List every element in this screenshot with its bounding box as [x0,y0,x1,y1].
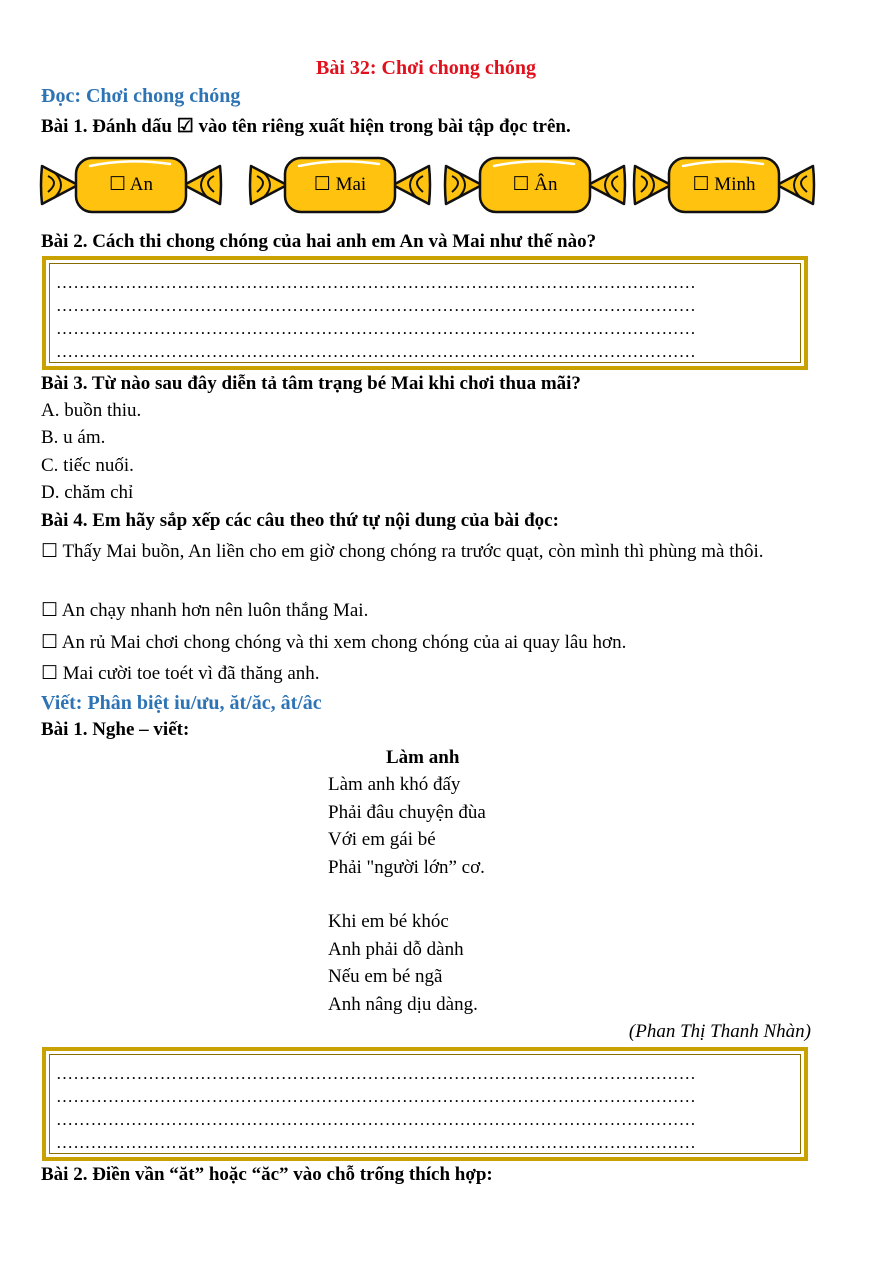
option-a[interactable]: A. buồn thiu. [41,400,142,421]
poem-line: Phải đâu chuyện đùa [328,802,486,823]
writing-heading: Viết: Phân biệt iu/ưu, ăt/ăc, ât/âc [41,692,322,714]
candy-label: ☐ Mai [313,174,367,195]
poem-line: Làm anh khó đấy [328,774,461,795]
order-item[interactable]: ☐ An chạy nhanh hơn nên luôn thắng Mai. [41,600,369,621]
exercise-4-prompt: Bài 4. Em hãy sắp xếp các câu theo thứ tự nội dung của bài đọc: [41,510,559,531]
answer-box-2[interactable] [42,1047,808,1161]
poem-line: Phải "người lớn” cơ. [328,857,485,878]
dotted-line[interactable]: ………………………………………………………………………………………………… [56,1133,697,1152]
page-title: Bài 32: Chơi chong chóng [316,57,536,79]
exercise-2-prompt: Bài 2. Cách thi chong chóng của hai anh em An và Mai như thế nào? [41,231,597,252]
candy-option-mai[interactable] [247,152,433,218]
answer-box-1[interactable] [42,256,808,370]
dotted-line[interactable]: ………………………………………………………………………………………………… [56,1110,697,1129]
poem-line: Anh nâng dịu dàng. [328,994,478,1015]
poem-line: Khi em bé khóc [328,911,449,932]
poem-line: Với em gái bé [328,829,436,850]
order-item[interactable]: ☐ Mai cười toe toét vì đã thăng anh. [41,663,320,684]
reading-heading: Đọc: Chơi chong chóng [41,85,241,107]
candy-option-an-hat[interactable] [442,152,628,218]
dotted-line[interactable]: ………………………………………………………………………………………………… [56,319,697,338]
option-c[interactable]: C. tiếc nuối. [41,455,134,476]
candy-option-an[interactable] [38,152,224,218]
dotted-line[interactable]: ………………………………………………………………………………………………… [56,296,697,315]
dotted-line[interactable]: ………………………………………………………………………………………………… [56,1087,697,1106]
dotted-line[interactable]: ………………………………………………………………………………………………… [56,342,697,361]
exercise-3-prompt: Bài 3. Từ nào sau đây diễn tả tâm trạng bé Mai khi chơi thua mãi? [41,373,581,394]
option-d[interactable]: D. chăm chỉ [41,482,134,503]
dotted-line[interactable]: ………………………………………………………………………………………………… [56,273,697,292]
order-item[interactable]: ☐ Thấy Mai buồn, An liền cho em giờ chong chóng ra trước quạt, còn mình thì phùng mà thôi. [41,541,764,562]
poem-author: (Phan Thị Thanh Nhàn) [628,1021,811,1042]
candy-option-minh[interactable] [631,152,817,218]
exercise-1-prompt: Bài 1. Đánh dấu ☑ vào tên riêng xuất hiện trong bài tập đọc trên. [41,116,571,137]
option-b[interactable]: B. u ám. [41,427,106,448]
order-item[interactable]: ☐ An rủ Mai chơi chong chóng và thi xem chong chóng của ai quay lâu hơn. [41,632,627,653]
candy-label: ☐ Minh [692,174,756,195]
poem-title: Làm anh [386,747,460,768]
candy-label: ☐ Ân [512,174,558,195]
dotted-line[interactable]: ………………………………………………………………………………………………… [56,1064,697,1083]
writing-exercise-1-prompt: Bài 1. Nghe – viết: [41,719,190,740]
poem-line: Anh phải dỗ dành [328,939,464,960]
writing-exercise-2-prompt: Bài 2. Điền vần “ăt” hoặc “ăc” vào chỗ trống thích hợp: [41,1164,493,1185]
poem-line: Nếu em bé ngã [328,966,443,987]
candy-label: ☐ An [109,174,153,195]
